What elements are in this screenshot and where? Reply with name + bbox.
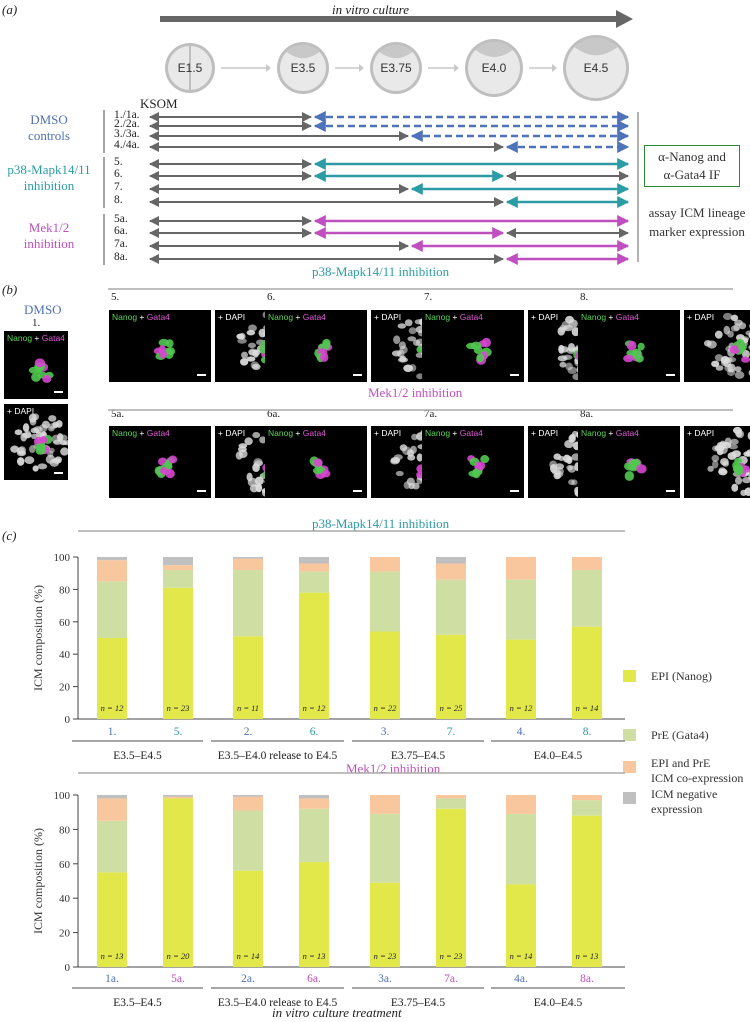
n-label: n = 11 — [236, 703, 260, 713]
legend-co-line2: ICM co-expression — [651, 771, 744, 785]
bar-segment-co — [233, 559, 263, 570]
group-label: E4.0–E4.5 — [533, 997, 583, 1009]
category-label: 6a. — [307, 973, 321, 985]
n-label: n = 23 — [373, 951, 397, 961]
bar-segment-pre — [506, 814, 536, 885]
group-label: E3.5–E4.5 — [113, 997, 162, 1009]
protocol-row-label: 7. — [114, 181, 123, 193]
bar-segment-pre — [97, 581, 127, 638]
category-label: 8. — [582, 726, 592, 738]
bar-segment-co — [97, 560, 127, 581]
n-label: n = 23 — [439, 951, 463, 961]
group-mek-line2: inhibition — [23, 236, 75, 251]
y-tick-label: 0 — [64, 962, 70, 974]
bar-segment-pre — [436, 798, 466, 808]
n-label: n = 13 — [575, 951, 599, 961]
bar-segment-epi — [163, 588, 193, 719]
legend-neg-line2: expression — [651, 802, 703, 816]
n-label: n = 23 — [166, 703, 190, 713]
chart-mek — [31, 773, 625, 1009]
gata4-label: Gata4 — [302, 428, 326, 438]
bar-segment-co — [299, 563, 329, 571]
stage-label-E4.5: E4.5 — [583, 61, 609, 75]
bar-segment-neg — [233, 795, 263, 797]
y-tick-label: 80 — [59, 824, 70, 837]
protocol-row-label: 5. — [114, 156, 123, 168]
protocol-row-label: 2./2a. — [114, 118, 140, 130]
gata4-label: Gata4 — [459, 312, 483, 322]
group-label: E3.5–E4.0 release to E4.5 — [217, 997, 338, 1009]
plus-sign: + — [450, 428, 460, 438]
nanog-label: Nanog — [112, 312, 138, 322]
group-mek-line1: Mek1/2 — [28, 220, 70, 235]
stacked-bar — [572, 795, 602, 967]
dapi-label: + DAPI — [687, 312, 715, 322]
n-label: n = 14 — [509, 951, 533, 961]
if-box-line2: α-Gata4 IF — [663, 167, 721, 182]
bar-segment-epi — [572, 816, 602, 967]
bar-segment-neg — [299, 795, 329, 798]
sample-number-label: 5a. — [111, 408, 125, 420]
bar-segment-co — [506, 795, 536, 814]
sample-number-label: 8. — [580, 291, 589, 303]
dapi-label: + DAPI — [531, 312, 559, 322]
bar-segment-co — [370, 795, 400, 814]
stacked-bar — [299, 795, 329, 967]
group-p38-line1: p38-Mapk14/11 — [7, 162, 91, 177]
bar-segment-pre — [163, 570, 193, 588]
n-label: n = 20 — [166, 951, 190, 961]
n-label: n = 12 — [100, 703, 124, 713]
group-dmso-line2: controls — [28, 128, 70, 143]
bar-segment-co — [436, 795, 466, 798]
bar-segment-epi — [436, 809, 466, 967]
bar-segment-co — [572, 557, 602, 570]
assay-line2: marker expression — [649, 224, 745, 239]
bar-segment-pre — [436, 580, 466, 635]
y-tick-label: 20 — [59, 927, 70, 940]
stacked-bar — [436, 557, 466, 719]
stage-arrow-head — [266, 64, 271, 72]
plus-sign: + — [137, 312, 147, 322]
dapi-label: + DAPI — [218, 312, 246, 322]
stacked-bar — [163, 557, 193, 719]
y-tick-label: 80 — [59, 584, 70, 597]
stacked-bar — [436, 795, 466, 967]
bar-segment-pre — [299, 572, 329, 593]
y-axis-label: ICM composition (%) — [31, 585, 45, 691]
category-label: 5. — [173, 726, 183, 738]
stacked-bar — [370, 557, 400, 719]
category-label: 6. — [309, 726, 319, 738]
gata4-label: Gata4 — [146, 312, 170, 322]
dmso-heading: DMSO — [24, 302, 62, 317]
stacked-bar — [163, 795, 193, 967]
gata4-label: Gata4 — [41, 333, 65, 343]
gata4-label: Gata4 — [302, 312, 326, 322]
bar-segment-pre — [370, 814, 400, 883]
dapi-label: + DAPI — [374, 428, 402, 438]
y-tick-label: 100 — [53, 790, 70, 802]
assay-line1: assay ICM lineage — [648, 205, 746, 220]
protocol-row-label: 8. — [114, 194, 123, 206]
n-label: n = 14 — [575, 703, 599, 713]
n-label: n = 22 — [373, 703, 397, 713]
bar-segment-co — [163, 797, 193, 799]
n-label: n = 25 — [439, 703, 463, 713]
bar-segment-co — [436, 563, 466, 579]
y-tick-label: 60 — [59, 858, 70, 871]
dapi-label: + DAPI — [218, 428, 246, 438]
group-label: E3.5–E4.5 — [113, 750, 162, 762]
bar-segment-neg — [97, 795, 127, 798]
category-label: 4. — [516, 726, 526, 738]
y-tick-label: 100 — [53, 552, 70, 564]
bar-segment-co — [572, 795, 602, 800]
category-label: 4a. — [514, 973, 528, 985]
stage-label-E3.75: E3.75 — [380, 61, 412, 75]
gata4-label: Gata4 — [459, 428, 483, 438]
panel-b-label: (b) — [2, 282, 18, 297]
protocol-row-label: 7a. — [114, 238, 128, 250]
chart2-title: Mek1/2 inhibition — [346, 761, 441, 776]
n-label: n = 13 — [100, 951, 124, 961]
nanog-label: Nanog — [581, 428, 607, 438]
plus-sign: + — [293, 312, 303, 322]
legend-epi-label: EPI (Nanog) — [651, 669, 712, 683]
category-label: 3a. — [378, 973, 392, 985]
bar-segment-co — [506, 557, 536, 580]
gata4-label: Gata4 — [615, 428, 639, 438]
bar-segment-pre — [299, 809, 329, 862]
group-label: E3.75–E4.5 — [390, 997, 446, 1009]
bar-segment-co — [299, 798, 329, 808]
bar-segment-pre — [97, 821, 127, 873]
stacked-bar — [233, 557, 263, 719]
bar-segment-pre — [506, 580, 536, 640]
sample-number-label: 8a. — [580, 408, 594, 420]
bar-segment-neg — [97, 557, 127, 560]
stage-arrow-head — [359, 64, 364, 72]
nanog-label: Nanog — [581, 312, 607, 322]
stacked-bar — [370, 795, 400, 967]
plus-sign: + — [32, 333, 42, 343]
bar-segment-co — [97, 798, 127, 820]
y-tick-label: 60 — [59, 616, 70, 629]
category-label: 7. — [446, 726, 456, 738]
bar-segment-pre — [572, 800, 602, 815]
legend-pre-label: PrE (Gata4) — [651, 728, 709, 742]
nanog-label: Nanog — [425, 428, 451, 438]
bar-segment-epi — [299, 593, 329, 719]
sample-number-label: 7. — [424, 291, 433, 303]
plus-sign: + — [293, 428, 303, 438]
bar-segment-pre — [233, 570, 263, 636]
stacked-bar — [572, 557, 602, 719]
stacked-bar — [506, 795, 536, 967]
x-axis-label: in vitro culture treatment — [272, 1005, 402, 1020]
bar-segment-neg — [436, 557, 466, 563]
nanog-label: Nanog — [425, 312, 451, 322]
category-label: 3. — [380, 726, 390, 738]
stage-arrow-head — [454, 64, 459, 72]
bar-segment-co — [370, 557, 400, 572]
stacked-bar — [233, 795, 263, 967]
stage-arrow-head — [552, 64, 557, 72]
n-label: n = 13 — [302, 951, 326, 961]
n-label: n = 12 — [302, 703, 326, 713]
stage-label-E3.5: E3.5 — [290, 61, 316, 75]
nanog-label: Nanog — [112, 428, 138, 438]
plus-sign: + — [606, 312, 616, 322]
dapi-label: + DAPI — [7, 406, 35, 416]
bar-segment-neg — [299, 557, 329, 563]
nanog-label: Nanog — [268, 428, 294, 438]
category-label: 1a. — [105, 973, 119, 985]
nanog-label: Nanog — [7, 333, 33, 343]
group-label: E3.5–E4.0 release to E4.5 — [217, 750, 338, 762]
y-axis-label: ICM composition (%) — [31, 828, 45, 934]
plus-sign: + — [450, 312, 460, 322]
group-p38-line2: inhibition — [23, 178, 75, 193]
stage-label-E4.0: E4.0 — [481, 61, 507, 75]
y-tick-label: 20 — [59, 681, 70, 694]
bar-segment-pre — [370, 572, 400, 632]
gata4-label: Gata4 — [615, 312, 639, 322]
mek-heading: Mek1/2 inhibition — [368, 385, 463, 400]
y-tick-label: 40 — [59, 893, 70, 906]
stacked-bar — [506, 557, 536, 719]
y-tick-label: 0 — [64, 714, 70, 726]
stacked-bar — [299, 557, 329, 719]
group-label: E4.0–E4.5 — [533, 750, 583, 762]
category-label: 2a. — [241, 973, 255, 985]
protocol-row-label: 1./1a. — [114, 109, 140, 121]
dmso-num: 1. — [32, 317, 41, 329]
stage-label-E1.5: E1.5 — [177, 61, 203, 75]
sample-number-label: 6. — [267, 291, 276, 303]
panel-a-label: (a) — [2, 2, 18, 17]
category-label: 5a. — [171, 973, 185, 985]
n-label: n = 12 — [509, 703, 533, 713]
group-label: E3.75–E4.5 — [390, 750, 446, 762]
sample-number-label: 5. — [111, 291, 120, 303]
bar-segment-pre — [572, 570, 602, 627]
protocol-row-label: 3./3a. — [114, 128, 140, 140]
protocol-row-label: 6. — [114, 168, 123, 180]
dapi-label: + DAPI — [687, 428, 715, 438]
if-box-line1: α-Nanog and — [658, 149, 726, 164]
chart1-title: p38-Mapk14/11 inhibition — [312, 516, 450, 531]
p38-heading: p38-Mapk14/11 inhibition — [312, 264, 450, 279]
dapi-label: + DAPI — [374, 312, 402, 322]
category-label: 1. — [107, 726, 117, 738]
group-dmso-line1: DMSO — [30, 112, 68, 127]
culture-label: in vitro culture — [332, 2, 410, 17]
chart-p38 — [31, 531, 625, 762]
n-label: n = 14 — [236, 951, 260, 961]
category-label: 7a. — [444, 973, 458, 985]
ksom-label: KSOM — [140, 96, 178, 111]
bar-segment-pre — [233, 810, 263, 870]
culture-arrow-head — [616, 10, 633, 28]
panel-c-label: (c) — [2, 528, 17, 543]
plus-sign: + — [606, 428, 616, 438]
sample-number-label: 7a. — [424, 408, 438, 420]
bar-segment-neg — [233, 557, 263, 559]
y-tick-label: 40 — [59, 649, 70, 662]
plus-sign: + — [137, 428, 147, 438]
gata4-label: Gata4 — [146, 428, 170, 438]
protocol-row-label: 8a. — [114, 251, 128, 263]
stacked-bar — [97, 557, 127, 719]
legend-co-line1: EPI and PrE — [651, 756, 711, 770]
bar-segment-co — [233, 797, 263, 811]
bar-segment-neg — [163, 557, 193, 565]
category-label: 8a. — [580, 973, 594, 985]
stacked-bar — [97, 795, 127, 967]
legend-neg-line1: ICM negative — [651, 787, 718, 801]
protocol-row-label: 5a. — [114, 213, 128, 225]
bar-segment-neg — [163, 795, 193, 797]
sample-number-label: 6a. — [267, 408, 281, 420]
bar-segment-co — [163, 565, 193, 570]
protocol-row-label: 6a. — [114, 225, 128, 237]
protocol-row-label: 4./4a. — [114, 139, 140, 151]
category-label: 2. — [243, 726, 253, 738]
bar-segment-epi — [163, 798, 193, 967]
dapi-label: + DAPI — [531, 428, 559, 438]
nanog-label: Nanog — [268, 312, 294, 322]
